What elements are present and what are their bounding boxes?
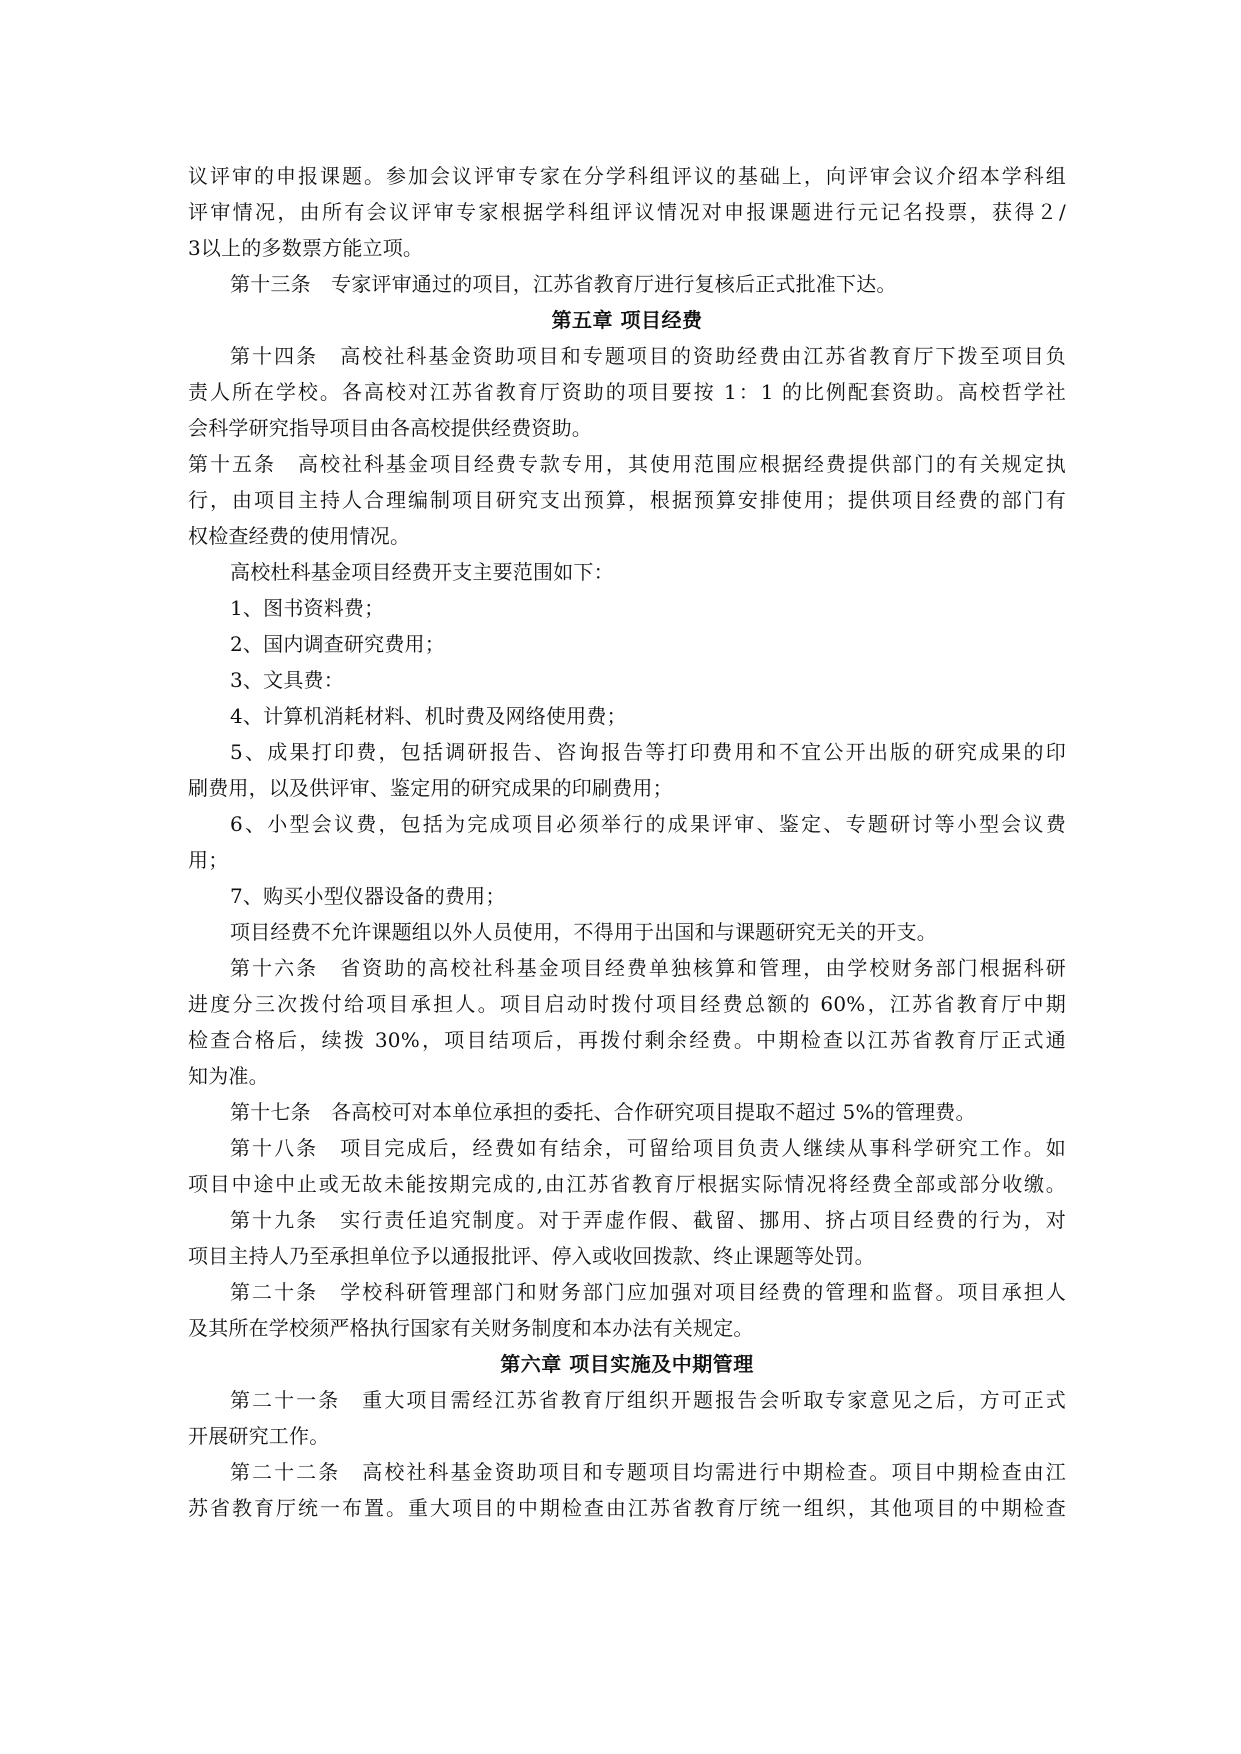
text-line: 第十六条 省资助的高校社科基金项目经费单独核算和管理，由学校财务部门根据科研 — [230, 956, 1066, 980]
text-line: 检查合格后，续拨 30%，项目结项后，再拨付剩余经费。中期检查以江苏省教育厅正式通 — [188, 1028, 1066, 1052]
text-line: 第二十二条 高校社科基金资助项目和专题项目均需进行中期检查。项目中期检查由江 — [230, 1460, 1066, 1484]
text-line: 1、图书资料费； — [230, 596, 385, 620]
text-line: 开展研究工作。 — [188, 1424, 330, 1448]
text-line: 高校杜科基金项目经费开支主要范围如下： — [230, 560, 614, 584]
text-line: 第十八条 项目完成后，经费如有结余，可留给项目负责人继续从事科学研究工作。如 — [230, 1136, 1066, 1160]
text-line: 用； — [188, 848, 229, 872]
text-line: 2、国内调查研究费用； — [230, 632, 445, 656]
text-line: 6、小型会议费，包括为完成项目必须举行的成果评审、鉴定、专题研讨等小型会议费 — [230, 812, 1066, 836]
text-line: 评审情况，由所有会议评审专家根据学科组评议情况对申报课题进行元记名投票，获得２/ — [188, 200, 1066, 224]
text-line: 5、成果打印费，包括调研报告、咨询报告等打印费用和不宜公开出版的研究成果的印 — [230, 740, 1066, 764]
text-line: 行，由项目主持人合理编制项目研究支出预算，根据预算安排使用；提供项目经费的部门有 — [188, 488, 1066, 512]
text-line: 责人所在学校。各高校对江苏省教育厅资助的项目要按 1：1 的比例配套资助。高校哲学社 — [188, 380, 1066, 404]
text-line: 7、购买小型仪器设备的费用； — [230, 884, 506, 908]
text-line: 第十三条 专家评审通过的项目，江苏省教育厅进行复核后正式批准下达。 — [230, 272, 897, 296]
text-line: 议评审的申报课题。参加会议评审专家在分学科组评议的基础上，向评审会议介绍本学科组 — [188, 164, 1066, 188]
text-line: 刷费用，以及供评审、鉴定用的研究成果的印刷费用； — [188, 776, 673, 800]
text-line: 4、计算机消耗材料、机时费及网络使用费； — [230, 704, 627, 728]
text-line: 第十四条 高校社科基金资助项目和专题项目的资助经费由江苏省教育厅下拨至项目负 — [230, 344, 1066, 368]
text-line: 会科学研究指导项目由各高校提供经费资助。 — [188, 416, 592, 440]
text-line: 及其所在学校须严格执行国家有关财务制度和本办法有关规定。 — [188, 1316, 754, 1340]
text-line: 项目经费不允许课题组以外人员使用，不得用于出国和与课题研究无关的开支。 — [230, 920, 937, 944]
text-line: 第十五条 高校社科基金项目经费专款专用，其使用范围应根据经费提供部门的有关规定执 — [188, 452, 1066, 476]
text-line: 第二十条 学校科研管理部门和财务部门应加强对项目经费的管理和监督。项目承担人 — [230, 1280, 1066, 1304]
text-line: 苏省教育厅统一布置。重大项目的中期检查由江苏省教育厅统一组织，其他项目的中期检查 — [188, 1496, 1066, 1520]
text-line: 进度分三次拨付给项目承担人。项目启动时拨付项目经费总额的 60%，江苏省教育厅中期 — [188, 992, 1066, 1016]
text-line: 3以上的多数票方能立项。 — [188, 236, 424, 260]
text-line: 知为准。 — [188, 1064, 269, 1088]
text-line: 3、文具费： — [230, 668, 344, 692]
text-line: 第十七条 各高校可对本单位承担的委托、合作研究项目提取不超过 5%的管理费。 — [230, 1100, 976, 1124]
text-line: 权检查经费的使用情况。 — [188, 524, 411, 548]
text-line: 第二十一条 重大项目需经江苏省教育厅组织开题报告会听取专家意见之后，方可正式 — [230, 1388, 1066, 1412]
text-line: 项目中途中止或无故未能按期完成的,由江苏省教育厅根据实际情况将经费全部或部分收缴。 — [188, 1172, 1066, 1196]
chapter-heading: 第六章 项目实施及中期管理 — [500, 1352, 754, 1376]
chapter-heading: 第五章 项目经费 — [551, 308, 703, 332]
text-line: 项目主持人乃至承担单位予以通报批评、停入或收回拨款、终止课题等处罚。 — [188, 1244, 875, 1268]
text-line: 第十九条 实行责任追究制度。对于弄虚作假、截留、挪用、挤占项目经费的行为，对 — [230, 1208, 1066, 1232]
document-body — [188, 158, 1066, 1526]
